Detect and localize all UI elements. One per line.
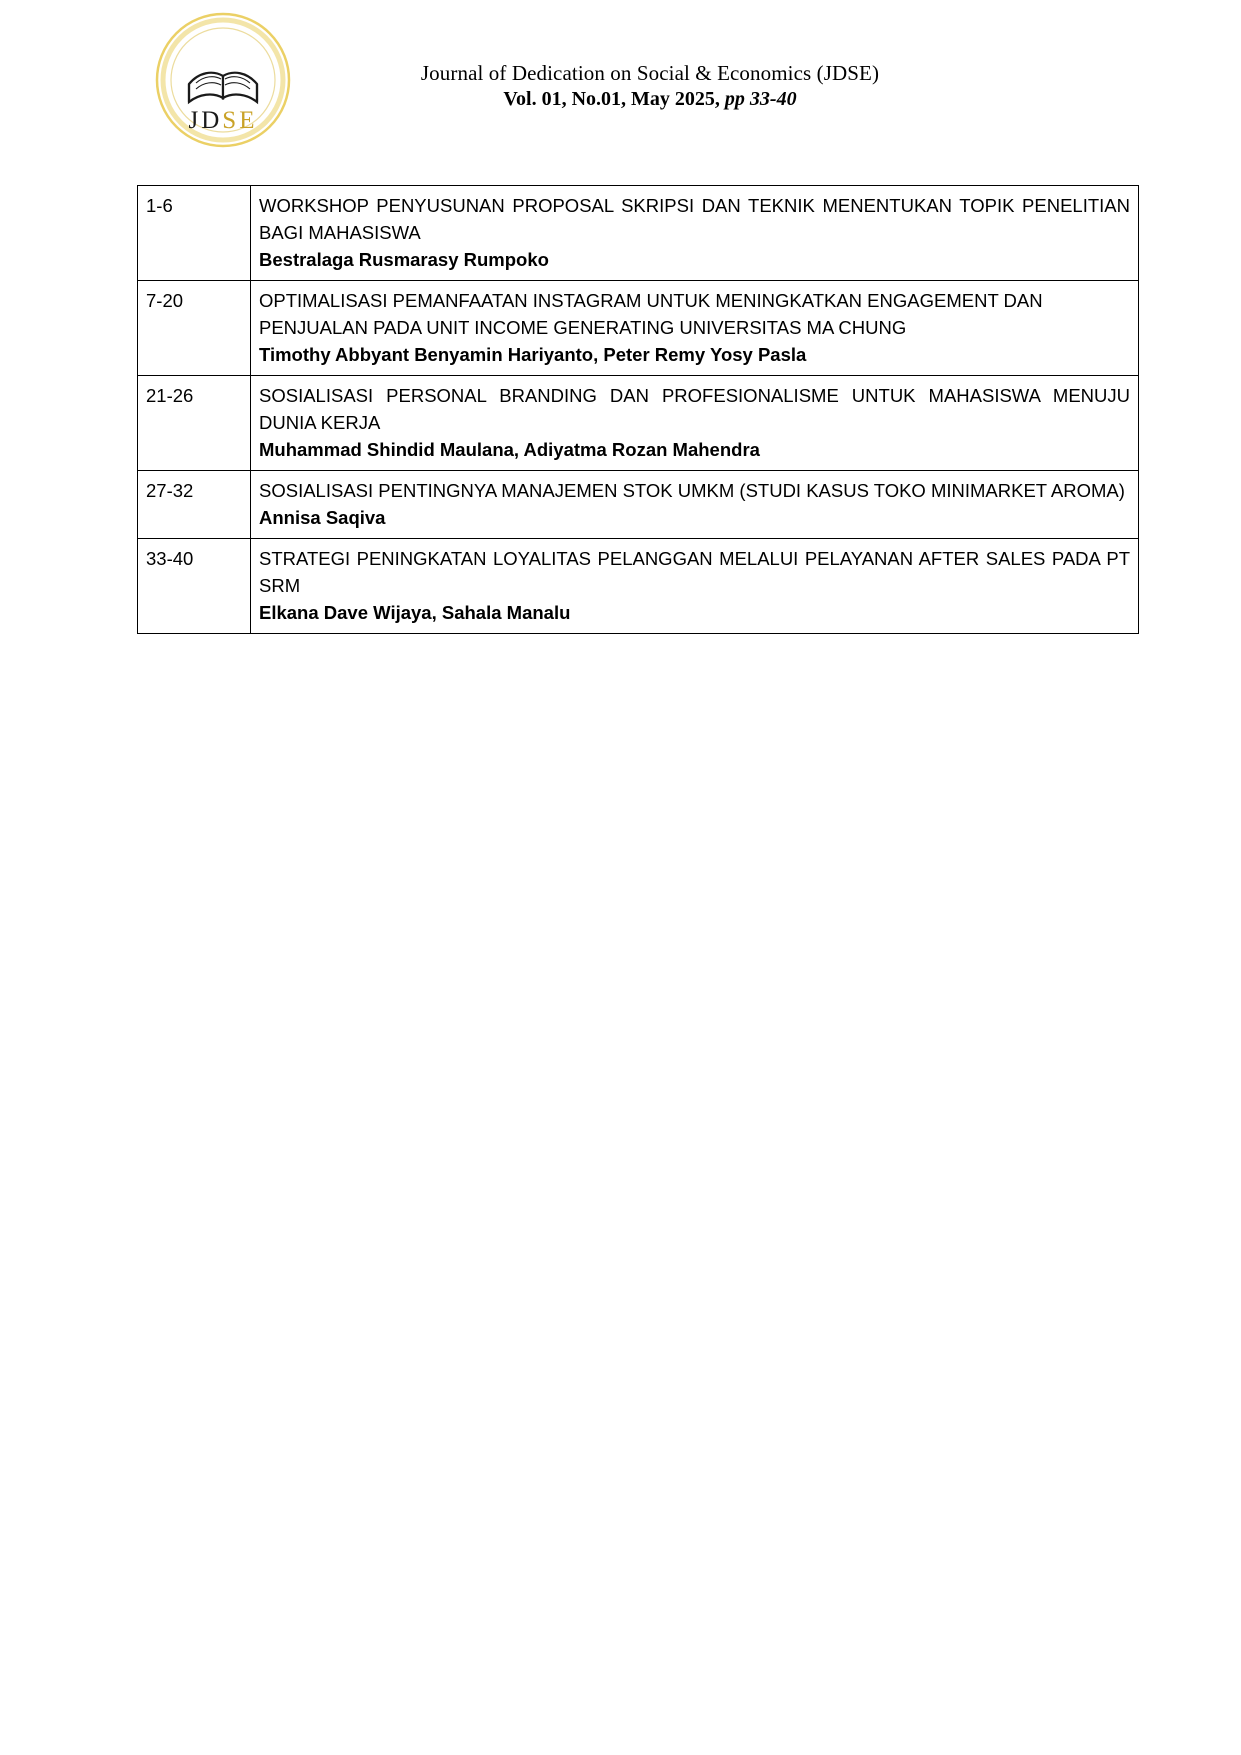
article-title: SOSIALISASI PENTINGNYA MANAJEMEN STOK UMKM (STUDI KASUS TOKO MINIMARKET AROMA) xyxy=(259,480,1125,501)
svg-text:JDSE: JDSE xyxy=(188,107,258,134)
table-row xyxy=(138,186,1139,281)
article-authors: Annisa Saqiva xyxy=(259,507,386,528)
cell-article xyxy=(251,281,1139,376)
article-authors: Bestralaga Rusmarasy Rumpoko xyxy=(259,249,549,270)
article-title: OPTIMALISASI PEMANFAATAN INSTAGRAM UNTUK MENINGKATKAN ENGAGEMENT DAN PENJUALAN PADA UNIT INCOME GENERATING UNIVERSITAS MA CHUNG xyxy=(259,290,1043,338)
article-authors: Timothy Abbyant Benyamin Hariyanto, Peter Remy Yosy Pasla xyxy=(259,344,807,365)
article-title: SOSIALISASI PERSONAL BRANDING DAN PROFESIONALISME UNTUK MAHASISWA MENUJU DUNIA KERJA xyxy=(259,385,1130,433)
cell-pages: 33-40 xyxy=(138,539,251,634)
article-title: STRATEGI PENINGKATAN LOYALITAS PELANGGAN MELALUI PELAYANAN AFTER SALES PADA PT SRM xyxy=(259,548,1130,596)
journal-title: Journal of Dedication on Social & Economics (JDSE) xyxy=(420,61,880,85)
article-authors: Elkana Dave Wijaya, Sahala Manalu xyxy=(259,602,571,623)
cell-pages: 27-32 xyxy=(138,471,251,539)
cell-pages: 21-26 xyxy=(138,376,251,471)
article-title: WORKSHOP PENYUSUNAN PROPOSAL SKRIPSI DAN TEKNIK MENENTUKAN TOPIK PENELITIAN BAGI MAHASISWA xyxy=(259,195,1130,243)
table-row xyxy=(138,539,1139,634)
cell-article xyxy=(251,539,1139,634)
cell-pages: 1-6 xyxy=(138,186,251,281)
journal-page-range: pp 33-40 xyxy=(724,88,797,110)
article-authors: Muhammad Shindid Maulana, Adiyatma Rozan Mahendra xyxy=(259,439,760,460)
journal-logo xyxy=(138,10,308,160)
table-of-contents xyxy=(137,185,1139,634)
journal-volume-line xyxy=(300,86,1000,112)
table-row xyxy=(138,281,1139,376)
cell-article xyxy=(251,376,1139,471)
page-header xyxy=(0,0,1241,170)
table-row xyxy=(138,376,1139,471)
table-body xyxy=(138,186,1139,634)
cell-pages: 7-20 xyxy=(138,281,251,376)
table-row xyxy=(138,471,1139,539)
journal-header-text xyxy=(300,60,1000,112)
cell-article xyxy=(251,186,1139,281)
cell-article xyxy=(251,471,1139,539)
journal-volume: Vol. 01, No.01, May 2025, xyxy=(503,88,720,110)
